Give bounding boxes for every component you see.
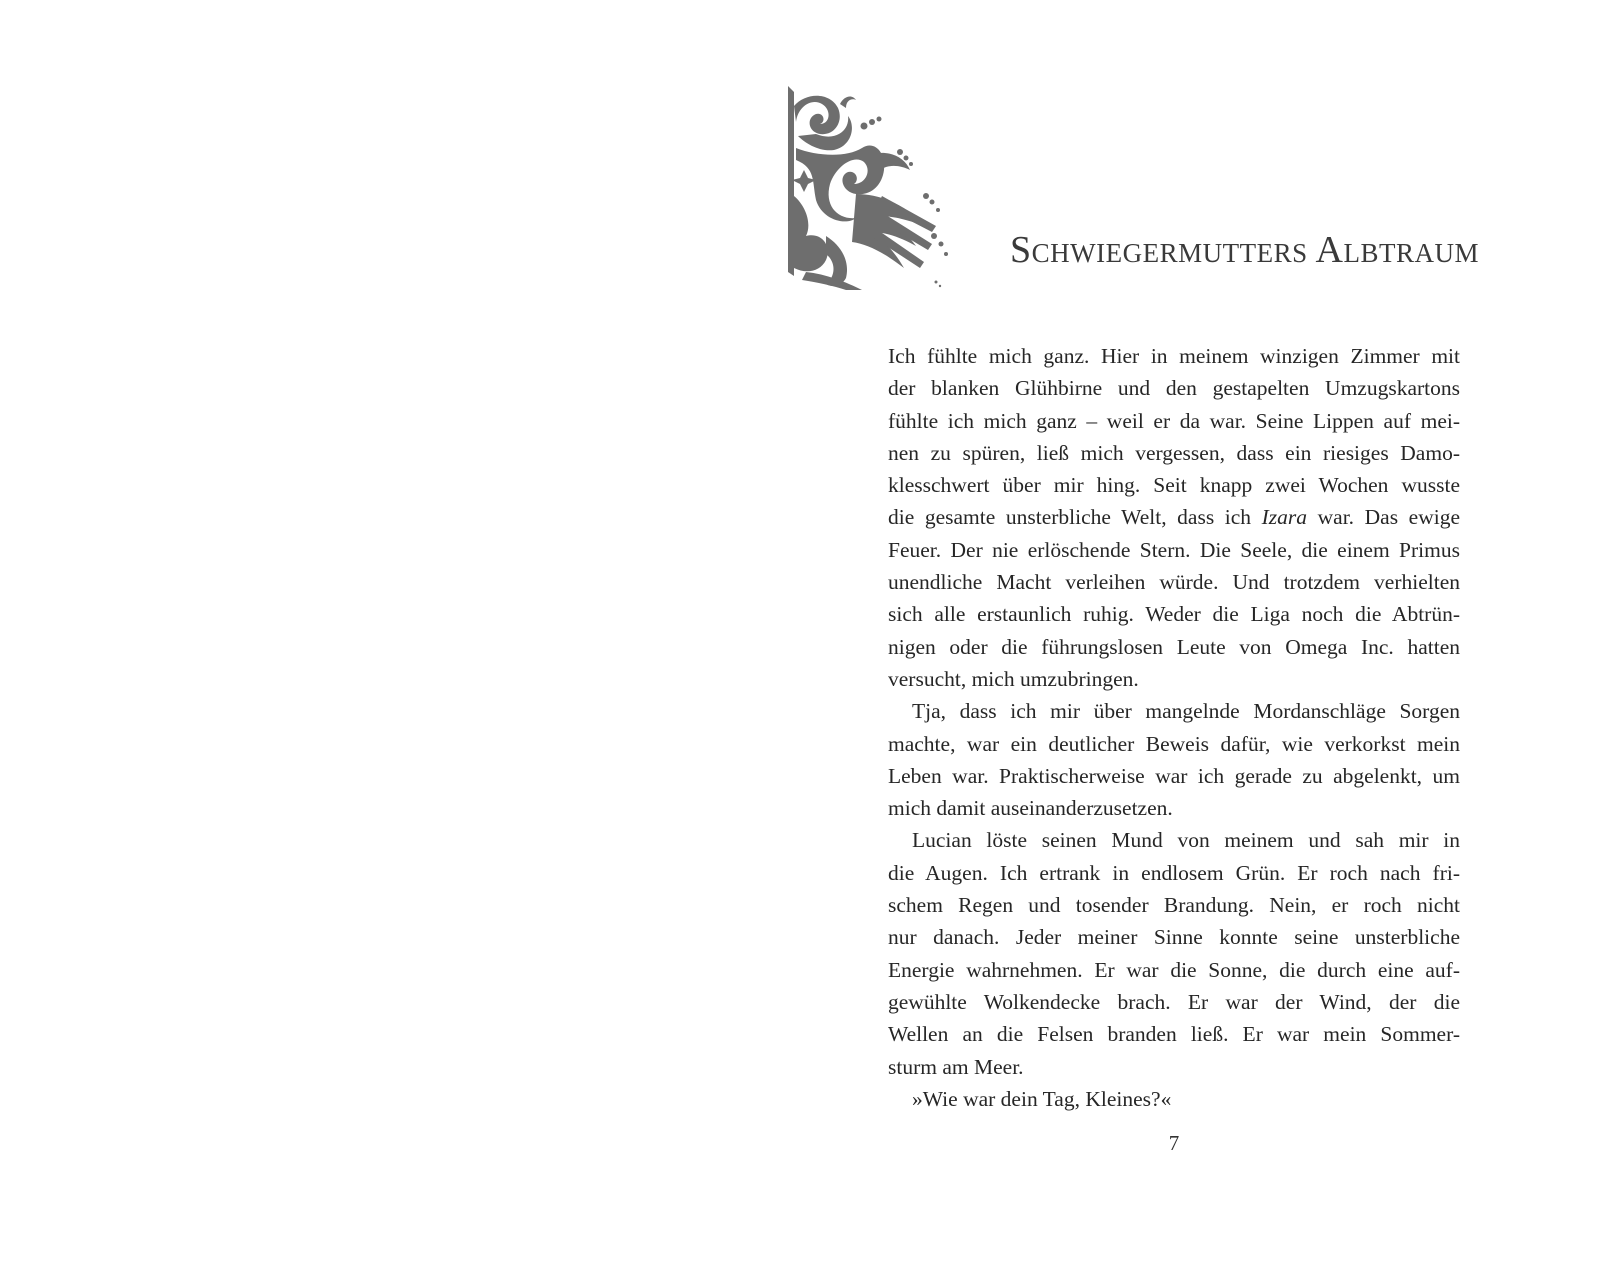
right-page [800,0,1600,1274]
text-line: die gesamte unsterbliche Welt, dass ich Izara war. Das ewige [888,505,1460,530]
text-line: sturm am Meer. [888,1054,1024,1079]
text-line: nen zu spüren, ließ mich vergessen, dass ein riesiges Damo- [888,440,1460,465]
text-line: nur danach. Jeder meiner Sinne konnte seine unsterbliche [888,925,1460,950]
chapter-body [888,340,1460,1115]
chapter-title: Schwiegermutters Albtraum [1010,229,1479,271]
paragraph-2 [888,695,1460,824]
text-line: gewühlte Wolkendecke brach. Er war der Wind, der die [888,989,1460,1014]
text-line: klesschwert über mir hing. Seit knapp zwei Wochen wusste [888,473,1460,498]
text-line: Lucian löste seinen Mund von meinem und sah mir in [912,828,1460,853]
text-line: »Wie war dein Tag, Kleines?« [912,1086,1172,1111]
text-line: der blanken Glühbirne und den gestapelten Umzugskartons [888,376,1460,401]
paragraph-3 [888,824,1460,1082]
text-line: Feuer. Der nie erlöschende Stern. Die Seele, die einem Primus [888,537,1460,562]
text-line: Leben war. Praktischerweise war ich gerade zu abgelenkt, um [888,763,1460,788]
text-line: fühlte ich mich ganz – weil er da war. Seine Lippen auf mei- [888,408,1460,433]
text-line: mich damit auseinanderzusetzen. [888,796,1173,821]
floral-ornament-icon [786,86,958,292]
italic-word: Izara [1261,505,1308,530]
text-line: versucht, mich umzubringen. [888,666,1139,691]
text-line: schem Regen und tosender Brandung. Nein, er roch nicht [888,893,1460,918]
text-line: Energie wahrnehmen. Er war die Sonne, die durch eine auf- [888,957,1460,982]
paragraph-1 [888,340,1460,695]
page-number: 7 [1168,1131,1180,1155]
text-line: nigen oder die führungslosen Leute von Omega Inc. hatten [888,634,1460,659]
text-line: Ich fühlte mich ganz. Hier in meinem winzigen Zimmer mit [888,344,1460,368]
text-line: machte, war ein deutlicher Beweis dafür, wie verkorkst mein [888,731,1460,756]
text-line: unendliche Macht verleihen würde. Und trotzdem verhielten [888,570,1460,595]
text-line: sich alle erstaunlich ruhig. Weder die Liga noch die Abtrün- [888,602,1460,627]
text-line: Tja, dass ich mir über mangelnde Mordanschläge Sorgen [912,699,1460,724]
text-line: Wellen an die Felsen branden ließ. Er war mein Sommer- [888,1022,1460,1047]
paragraph-4 [888,1083,1460,1115]
text-line: die Augen. Ich ertrank in endlosem Grün. Er roch nach fri- [888,860,1460,885]
